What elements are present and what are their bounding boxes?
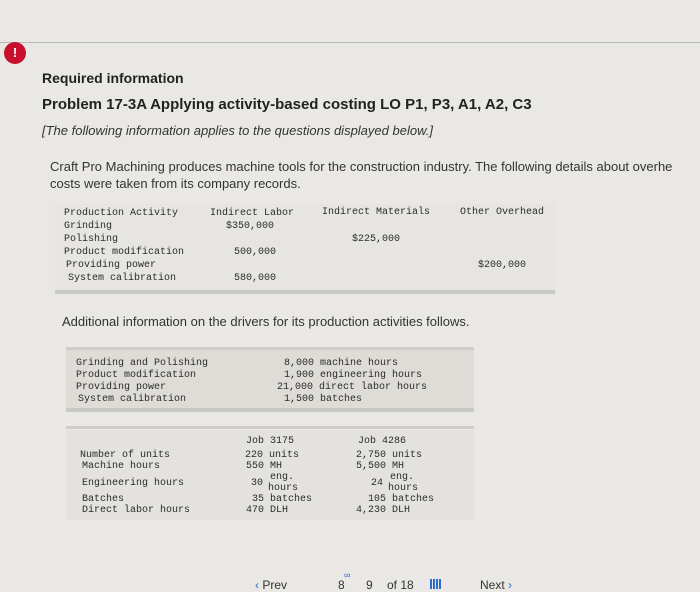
- next-label: Next: [480, 578, 505, 592]
- job-cell: 470 DLH: [246, 505, 289, 516]
- col-header-labor: Indirect Labor: [210, 208, 295, 219]
- table-row-label: Providing power: [66, 260, 157, 271]
- job-row-label: Engineering hours: [82, 478, 185, 489]
- job-cell: 105 batches: [368, 494, 435, 505]
- job-cell: 5,500 MH: [356, 461, 405, 472]
- job-cell: 550 MH: [246, 461, 283, 472]
- table-rule: [66, 426, 474, 429]
- table-cell: 580,000: [234, 273, 277, 284]
- driver-value: 1,900 engineering hours: [284, 370, 423, 381]
- chevron-left-icon: ‹: [255, 578, 259, 592]
- driver-activity: System calibration: [78, 394, 187, 405]
- table-row-label: Grinding: [64, 221, 113, 232]
- job-row-label: Batches: [82, 494, 125, 505]
- prev-label: Prev: [262, 578, 288, 592]
- job-cell: eng.: [270, 472, 295, 483]
- top-divider: [0, 42, 700, 43]
- table-cell: $225,000: [352, 234, 401, 245]
- driver-activity: Providing power: [76, 382, 167, 393]
- job-cell: 35 batches: [252, 494, 313, 505]
- job-4286-header: Job 4286: [358, 436, 407, 447]
- table-cell: $200,000: [478, 260, 527, 271]
- page-number-9[interactable]: 9: [366, 578, 373, 592]
- driver-activity: Grinding and Polishing: [76, 358, 209, 369]
- alert-icon: !: [4, 42, 26, 64]
- additional-info-text: Additional information on the drivers for its production activities follows.: [62, 314, 470, 329]
- link-icon: ∞: [344, 570, 351, 580]
- job-cell: 220 units: [245, 450, 300, 461]
- intro-text: [50, 158, 700, 192]
- driver-activity: Product modification: [76, 370, 197, 381]
- driver-value: 1,500 batches: [284, 394, 363, 405]
- table-rule: [55, 290, 555, 294]
- grid-view-icon[interactable]: [430, 579, 442, 589]
- col-header-activity: Production Activity: [64, 208, 179, 219]
- table-row-label: Product modification: [64, 247, 185, 258]
- driver-value: 21,000 direct labor hours: [277, 382, 428, 393]
- job-3175-header: Job 3175: [246, 436, 295, 447]
- job-cell: 2,750 units: [356, 450, 423, 461]
- table-cell: 500,000: [234, 247, 277, 258]
- problem-title: Problem 17-3A Applying activity-based costing LO P1, P3, A1, A2, C3: [42, 96, 532, 113]
- intro-line-1: Craft Pro Machining produces machine tools for the construction industry. The following details about overhe: [50, 159, 673, 174]
- instruction-note: [The following information applies to the questions displayed below.]: [42, 123, 433, 138]
- job-cell: 30: [251, 478, 264, 489]
- job-cell: 4,230 DLH: [356, 505, 411, 516]
- job-row-label: Machine hours: [82, 461, 161, 472]
- col-header-materials: Indirect Materials: [322, 207, 431, 218]
- driver-value: 8,000 machine hours: [284, 358, 399, 369]
- table-rule: [66, 347, 474, 350]
- required-heading: Required information: [42, 70, 184, 86]
- table-row-label: Polishing: [64, 234, 119, 245]
- chevron-right-icon: ›: [508, 578, 513, 592]
- job-row-label: Direct labor hours: [82, 505, 191, 516]
- job-cell: hours: [388, 483, 419, 494]
- col-header-overhead: Other Overhead: [460, 207, 545, 218]
- job-cell: 24: [371, 478, 384, 489]
- page-count: of 18: [387, 578, 414, 592]
- table-rule: [66, 408, 474, 412]
- job-row-label: Number of units: [80, 450, 171, 461]
- job-cell: eng.: [390, 472, 415, 483]
- table-row-label: System calibration: [68, 273, 177, 284]
- table-cell: $350,000: [226, 221, 275, 232]
- page-number-8[interactable]: 8: [338, 578, 345, 592]
- intro-line-2: costs were taken from its company records.: [50, 176, 301, 191]
- job-cell: hours: [268, 483, 299, 494]
